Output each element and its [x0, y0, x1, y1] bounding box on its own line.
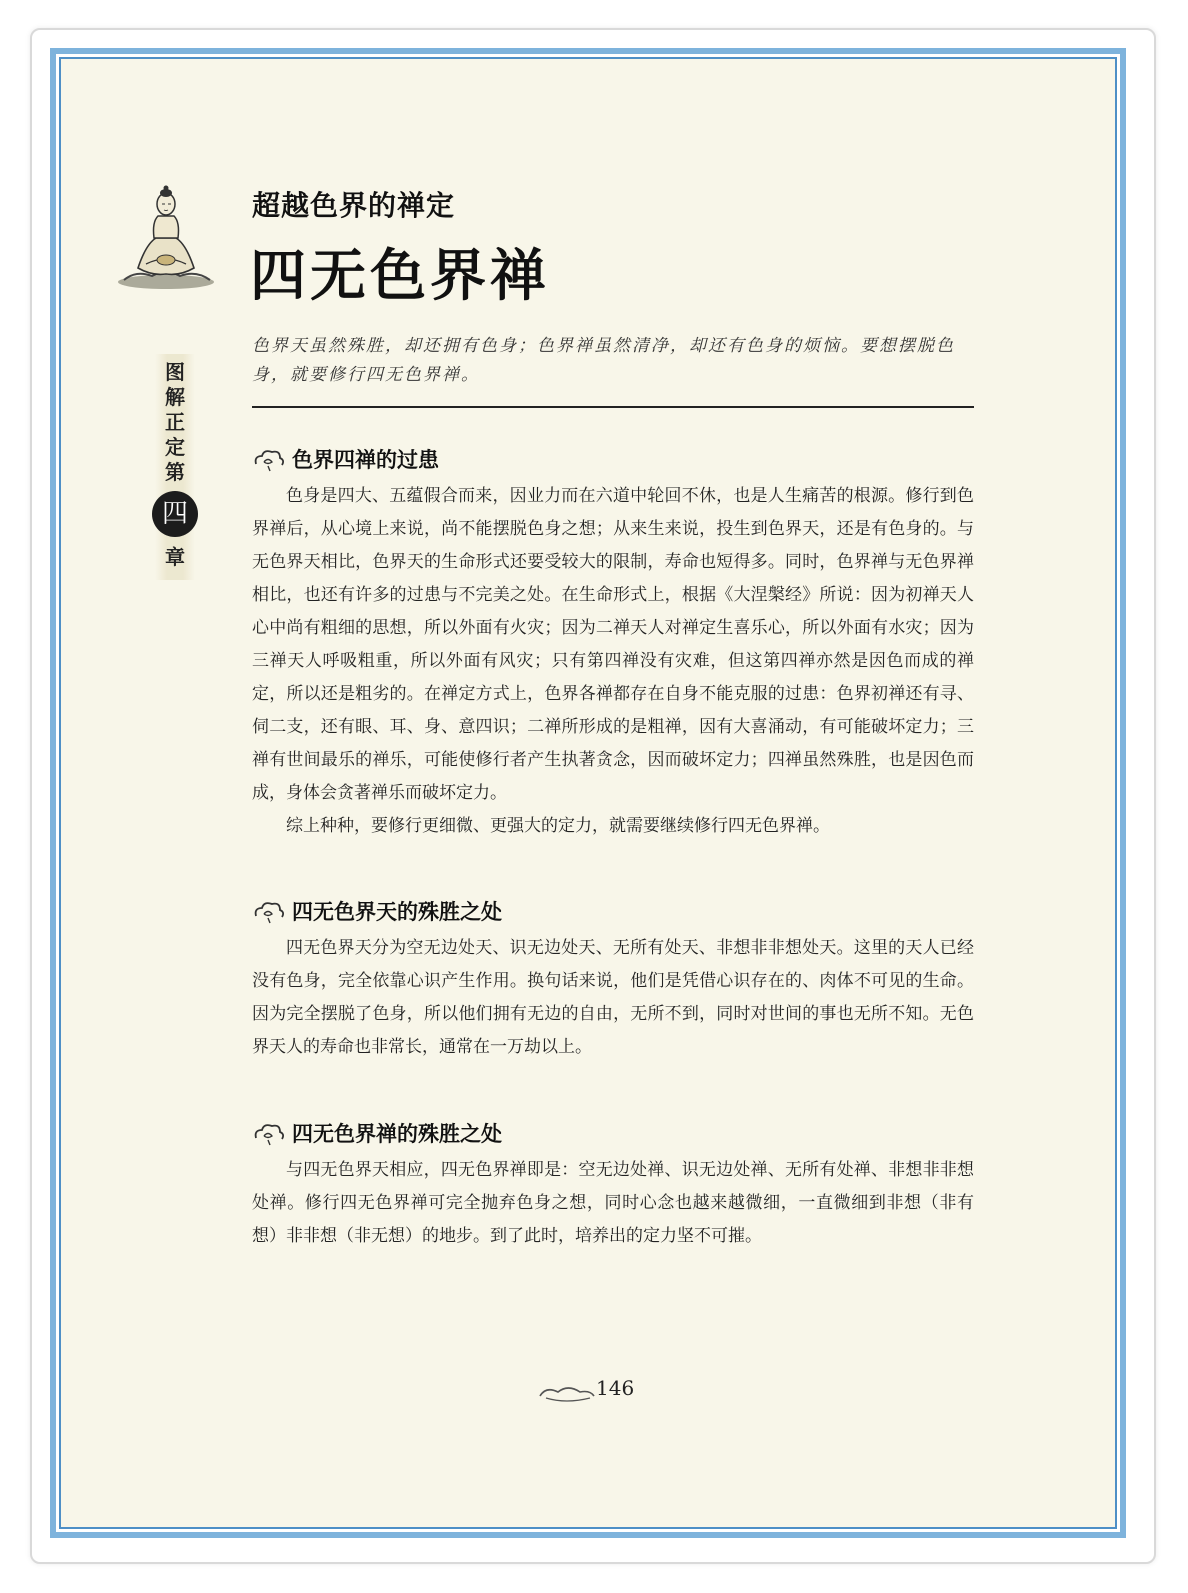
paragraph: 色身是四大、五蕴假合而来，因业力而在六道中轮回不休，也是人生痛苦的根源。修行到色界禅后，从心境上来说，尚不能摆脱色身之想；从来生来说，投生到色界天，还是有色身的。与无色界天相比，色界天的生命形式还要受较大的限制，寿命也短得多。同时，色界禅与无色界禅相比，也还有许多的过患与不完美之处。在生命形式上，根据《大涅槃经》所说：因为初禅天人心中尚有粗细的思想，所以外面有火灾；因为二禅天人对禅定生喜乐心，所以外面有水灾；因为三禅天人呼吸粗重，所以外面有风灾；只有第四禅没有灾难，但这第四禅亦然是因色而成的禅定，所以还是粗劣的。在禅定方式上，色界各禅都存在自身不能克服的过患：色界初禅还有寻、伺二支，还有眼、耳、身、意四识；二禅所形成的是粗禅，因有大喜涌动，有可能破坏定力；三禅有世间最乐的禅乐，可能使修行者产生执著贪念，因而破坏定力；四禅虽然殊胜，也是因色而成，身体会贪著禅乐而破坏定力。: [252, 486, 974, 803]
side-label-char: 图: [165, 360, 185, 384]
page-number: 146: [596, 1376, 635, 1400]
page-subtitle: 超越色界的禅定: [252, 189, 456, 222]
section-heading: [252, 894, 974, 928]
section-2: [252, 894, 974, 1064]
side-label-char: 正: [165, 410, 185, 434]
intro-text: 色界天虽然殊胜，却还拥有色身；色界禅虽然清净，却还有色身的烦恼。要想摆脱色身，就要修行四无色界禅。: [252, 336, 955, 385]
chapter-side-label: [155, 354, 195, 580]
page-footer: [536, 1376, 676, 1416]
side-label-char: 定: [165, 435, 185, 459]
section-title: 四无色界天的殊胜之处: [292, 899, 502, 924]
section-title: 色界四禅的过患: [292, 447, 439, 472]
section-heading: [252, 442, 974, 476]
page-title: 四无色界禅: [250, 244, 550, 309]
chapter-prefix: 第: [165, 460, 185, 484]
chapter-number-badge: 四: [152, 491, 198, 537]
section-title: 四无色界禅的殊胜之处: [292, 1121, 502, 1146]
paragraph: 与四无色界天相应，四无色界禅即是：空无边处禅、识无边处禅、无所有处禅、非想非非想处禅。修行四无色界禅可完全抛弃色身之想，同时心念也越来越微细，一直微细到非想（非有想）非非想（非无想）的地步。到了此时，培养出的定力坚不可摧。: [252, 1160, 974, 1246]
paragraph: 综上种种，要修行更细微、更强大的定力，就需要继续修行四无色界禅。: [286, 816, 830, 836]
cloud-ornament-icon: [536, 1382, 596, 1406]
cloud-ornament-icon: [252, 898, 286, 924]
side-label-char: 解: [165, 385, 185, 409]
chapter-suffix: 章: [165, 545, 185, 569]
section-heading: [252, 1116, 974, 1150]
cloud-ornament-icon: [252, 1120, 286, 1146]
section-1: [252, 442, 974, 843]
book-page: [50, 48, 1126, 1538]
paragraph: 四无色界天分为空无边处天、识无边处天、无所有处天、非想非非想处天。这里的天人已经没有色身，完全依靠心识产生作用。换句话来说，他们是凭借心识存在的、肉体不可见的生命。因为完全摆脱了色身，所以他们拥有无边的自由，无所不到，同时对世间的事也无所不知。无色界天人的寿命也非常长，通常在一万劫以上。: [252, 938, 974, 1057]
buddha-icon: [116, 182, 216, 292]
section-3: [252, 1116, 974, 1253]
cloud-ornament-icon: [252, 446, 286, 472]
intro-divider: [252, 406, 974, 408]
